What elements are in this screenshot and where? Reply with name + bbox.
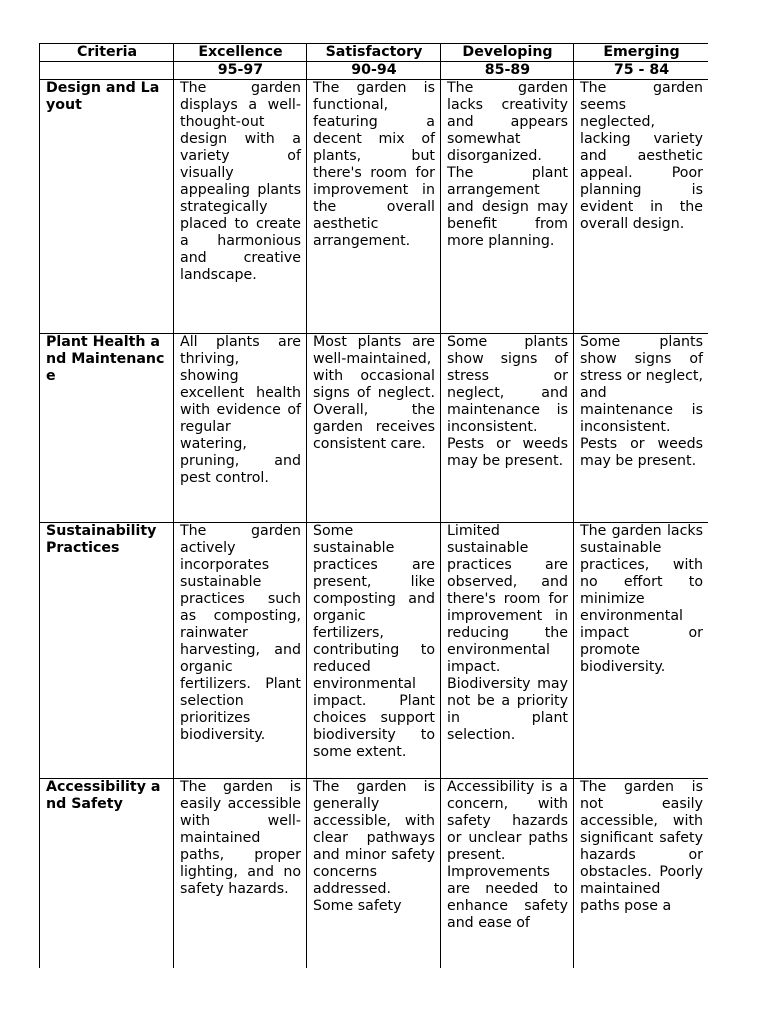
score-blank — [40, 62, 174, 80]
criterion-design-layout: Design and Layout — [40, 80, 174, 334]
header-emerging: Emerging — [574, 44, 709, 62]
table-row — [40, 334, 709, 523]
cell-health-developing: Some plants show signs of stress or neglect, and maintenance is inconsistent. Pests or weeds may be present. — [441, 334, 574, 523]
header-excellence: Excellence — [174, 44, 307, 62]
table-row — [40, 80, 709, 334]
cell-access-emerging: The garden is not easily accessible, with significant safety hazards or obstacles. Poorly maintained paths pose a — [574, 779, 709, 969]
cell-sustain-satisfactory: Some sustainable practices are present, like composting and organic fertilizers, contributing to reduced environmental impact. Plant choices support biodiversity to some extent. — [307, 523, 441, 779]
table-row — [40, 523, 709, 779]
cell-design-developing: The garden lacks creativity and appears somewhat disorganized. The plant arrangement and design may benefit from more planning. — [441, 80, 574, 334]
table-row — [40, 779, 709, 969]
criterion-plant-health: Plant Health and Maintenance — [40, 334, 174, 523]
cell-sustain-excellence: The garden actively incorporates sustainable practices such as composting, rainwater harvesting, and organic fertilizers. Plant selection prioritizes biodiversity. — [174, 523, 307, 779]
cell-access-developing: Accessibility is a concern, with safety hazards or unclear paths present. Improvements are needed to enhance safety and ease of — [441, 779, 574, 969]
cell-access-satisfactory: The garden is generally accessible, with clear pathways and minor safety concerns addressed. Some safety — [307, 779, 441, 969]
criterion-sustainability: Sustainability Practices — [40, 523, 174, 779]
cell-design-emerging: The garden seems neglected, lacking variety and aesthetic appeal. Poor planning is evident in the overall design. — [574, 80, 709, 334]
header-criteria: Criteria — [40, 44, 174, 62]
cell-design-satisfactory: The garden is functional, featuring a decent mix of plants, but there's room for improvement in the overall aesthetic arrangement. — [307, 80, 441, 334]
header-developing: Developing — [441, 44, 574, 62]
score-emerging: 75 - 84 — [574, 62, 709, 80]
rubric-table — [39, 43, 708, 968]
cell-health-excellence: All plants are thriving, showing excellent health with evidence of regular watering, pruning, and pest control. — [174, 334, 307, 523]
cell-sustain-developing: Limited sustainable practices are observed, and there's room for improvement in reducing the environmental impact. Biodiversity may not be a priority in plant selection. — [441, 523, 574, 779]
cell-sustain-emerging: The garden lacks sustainable practices, with no effort to minimize environmental impact or promote biodiversity. — [574, 523, 709, 779]
cell-access-excellence: The garden is easily accessible with well-maintained paths, proper lighting, and no safety hazards. — [174, 779, 307, 969]
score-developing: 85-89 — [441, 62, 574, 80]
score-excellence: 95-97 — [174, 62, 307, 80]
cell-health-emerging: Some plants show signs of stress or neglect, and maintenance is inconsistent. Pests or weeds may be present. — [574, 334, 709, 523]
score-row — [40, 62, 709, 80]
criterion-accessibility-safety: Accessibility and Safety — [40, 779, 174, 969]
cell-health-satisfactory: Most plants are well-maintained, with occasional signs of neglect. Overall, the garden receives consistent care. — [307, 334, 441, 523]
score-satisfactory: 90-94 — [307, 62, 441, 80]
rubric-page — [39, 43, 708, 968]
header-satisfactory: Satisfactory — [307, 44, 441, 62]
header-row — [40, 44, 709, 62]
cell-design-excellence: The garden displays a well-thought-out design with a variety of visually appealing plants strategically placed to create a harmonious and creative landscape. — [174, 80, 307, 334]
